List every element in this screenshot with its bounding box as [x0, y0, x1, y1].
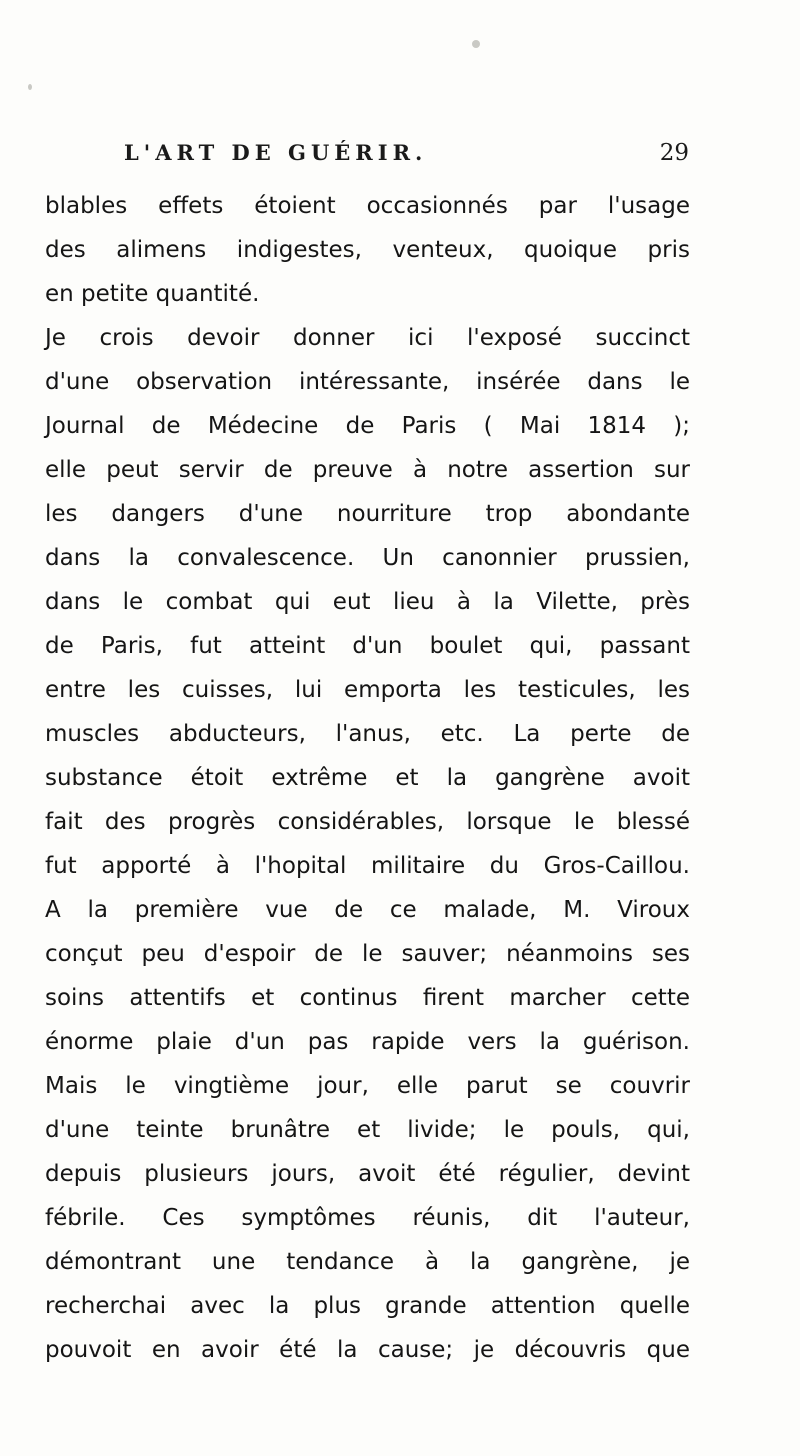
text-line: A la première vue de ce malade, M. Viroux [45, 897, 690, 923]
text-line: dans le combat qui eut lieu à la Vilette, près [45, 589, 690, 615]
text-line: d'une observation intéressante, insérée dans le [45, 369, 690, 395]
text-line: Je crois devoir donner ici l'exposé succinct [45, 325, 690, 351]
text-line: démontrant une tendance à la gangrène, je [45, 1249, 690, 1275]
text-line: Mais le vingtième jour, elle parut se couvrir [45, 1073, 690, 1099]
text-line: recherchai avec la plus grande attention quelle [45, 1293, 690, 1319]
paper-speck [472, 40, 480, 48]
text-line: entre les cuisses, lui emporta les testicules, les [45, 677, 690, 703]
page-header [124, 140, 689, 180]
text-line: des alimens indigestes, venteux, quoique pris [45, 237, 690, 263]
text-line: énorme plaie d'un pas rapide vers la guérison. [45, 1029, 690, 1055]
text-line: elle peut servir de preuve à notre assertion sur [45, 457, 690, 483]
text-line: soins attentifs et continus firent marcher cette [45, 985, 690, 1011]
text-line: conçut peu d'espoir de le sauver; néanmoins ses [45, 941, 690, 967]
text-line: en petite quantité. [45, 281, 260, 307]
text-line: fait des progrès considérables, lorsque le blessé [45, 809, 690, 835]
text-line: fut apporté à l'hopital militaire du Gros-Caillou. [45, 853, 690, 879]
text-line: d'une teinte brunâtre et livide; le pouls, qui, [45, 1117, 690, 1143]
body-text [45, 184, 690, 1372]
text-line: les dangers d'une nourriture trop abondante [45, 501, 690, 527]
text-line: fébrile. Ces symptômes réunis, dit l'auteur, [45, 1205, 690, 1231]
text-line: dans la convalescence. Un canonnier prussien, [45, 545, 690, 571]
text-line: muscles abducteurs, l'anus, etc. La perte de [45, 721, 690, 747]
page-number: 29 [659, 140, 689, 166]
text-line: blables effets étoient occasionnés par l'usage [45, 193, 690, 219]
text-line: depuis plusieurs jours, avoit été régulier, devint [45, 1161, 690, 1187]
running-title: L'ART DE GUÉRIR. [124, 140, 428, 165]
text-line: pouvoit en avoir été la cause; je découvris que [45, 1337, 690, 1363]
text-line: Journal de Médecine de Paris ( Mai 1814 ); [45, 413, 690, 439]
text-line: substance étoit extrême et la gangrène avoit [45, 765, 690, 791]
text-line: de Paris, fut atteint d'un boulet qui, passant [45, 633, 690, 659]
paper-speck [28, 84, 32, 90]
